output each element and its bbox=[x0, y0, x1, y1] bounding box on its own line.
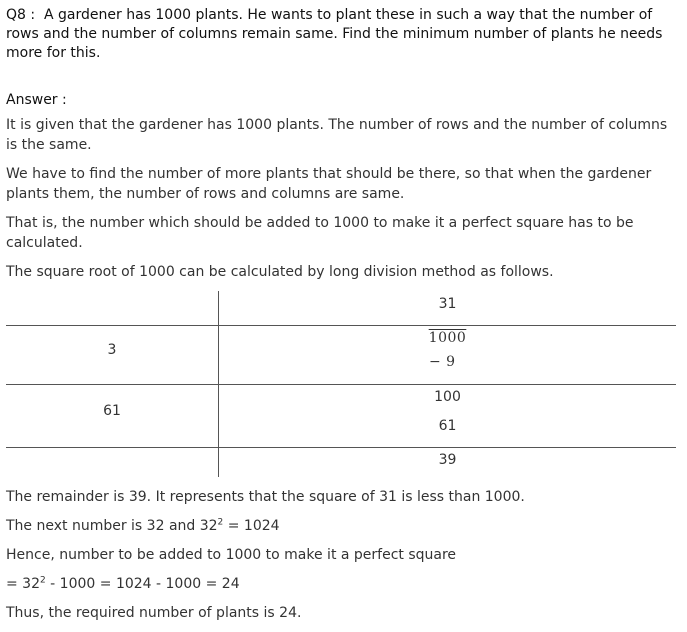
quotient: 31 bbox=[438, 296, 457, 312]
paragraph-given: It is given that the gardener has 1000 plants. The number of rows and the number of columns is the same. bbox=[6, 117, 668, 153]
subtract-second: 61 bbox=[438, 418, 457, 434]
row-divider bbox=[6, 384, 676, 385]
question bbox=[6, 6, 678, 63]
paragraph-method: The square root of 1000 can be calculated by long division method as follows. bbox=[6, 264, 554, 280]
exponent: 2 bbox=[217, 517, 224, 528]
answer-label: Answer : bbox=[6, 92, 67, 108]
subtract-first-value: − 9 bbox=[429, 354, 456, 370]
dividend bbox=[219, 330, 676, 346]
exponent: 2 bbox=[40, 575, 46, 586]
next-number-suffix: = 1024 bbox=[223, 518, 280, 534]
final-answer: Thus, the required number of plants is 24. bbox=[6, 605, 302, 621]
question-number: Q8 : bbox=[6, 7, 36, 23]
calculation-line bbox=[6, 574, 678, 594]
solution-page bbox=[6, 6, 678, 632]
next-number-statement bbox=[6, 516, 678, 536]
long-division-table bbox=[6, 291, 676, 477]
paragraph-perfect-square: That is, the number which should be added to 1000 to make it a perfect square has to be calculated. bbox=[6, 215, 634, 251]
remainder-statement: The remainder is 39. It represents that the square of 31 is less than 1000. bbox=[6, 489, 525, 505]
hence-statement: Hence, number to be added to 1000 to make it a perfect square bbox=[6, 547, 457, 563]
divisor-second: 61 bbox=[103, 403, 121, 419]
row-divider bbox=[6, 325, 676, 326]
question-text: A gardener has 1000 plants. He wants to plant these in such a way that the number of rows and the number of columns remain same. Find the minimum number of plants he needs more for this. bbox=[6, 7, 663, 61]
partial-dividend: 100 bbox=[434, 389, 461, 405]
calculation-prefix: = 32 bbox=[6, 576, 40, 592]
dividend-value: 1000 bbox=[428, 330, 467, 346]
divisor-first: 3 bbox=[107, 342, 117, 358]
calculation-suffix: - 1000 = 1024 - 1000 = 24 bbox=[45, 576, 240, 592]
next-number-prefix: The next number is 32 and 32 bbox=[6, 518, 218, 534]
subtract-first bbox=[219, 354, 676, 370]
paragraph-goal: We have to find the number of more plants that should be there, so that when the gardener plants them, the number of rows and columns are same. bbox=[6, 166, 652, 202]
row-divider bbox=[6, 447, 676, 448]
remainder: 39 bbox=[438, 452, 457, 468]
